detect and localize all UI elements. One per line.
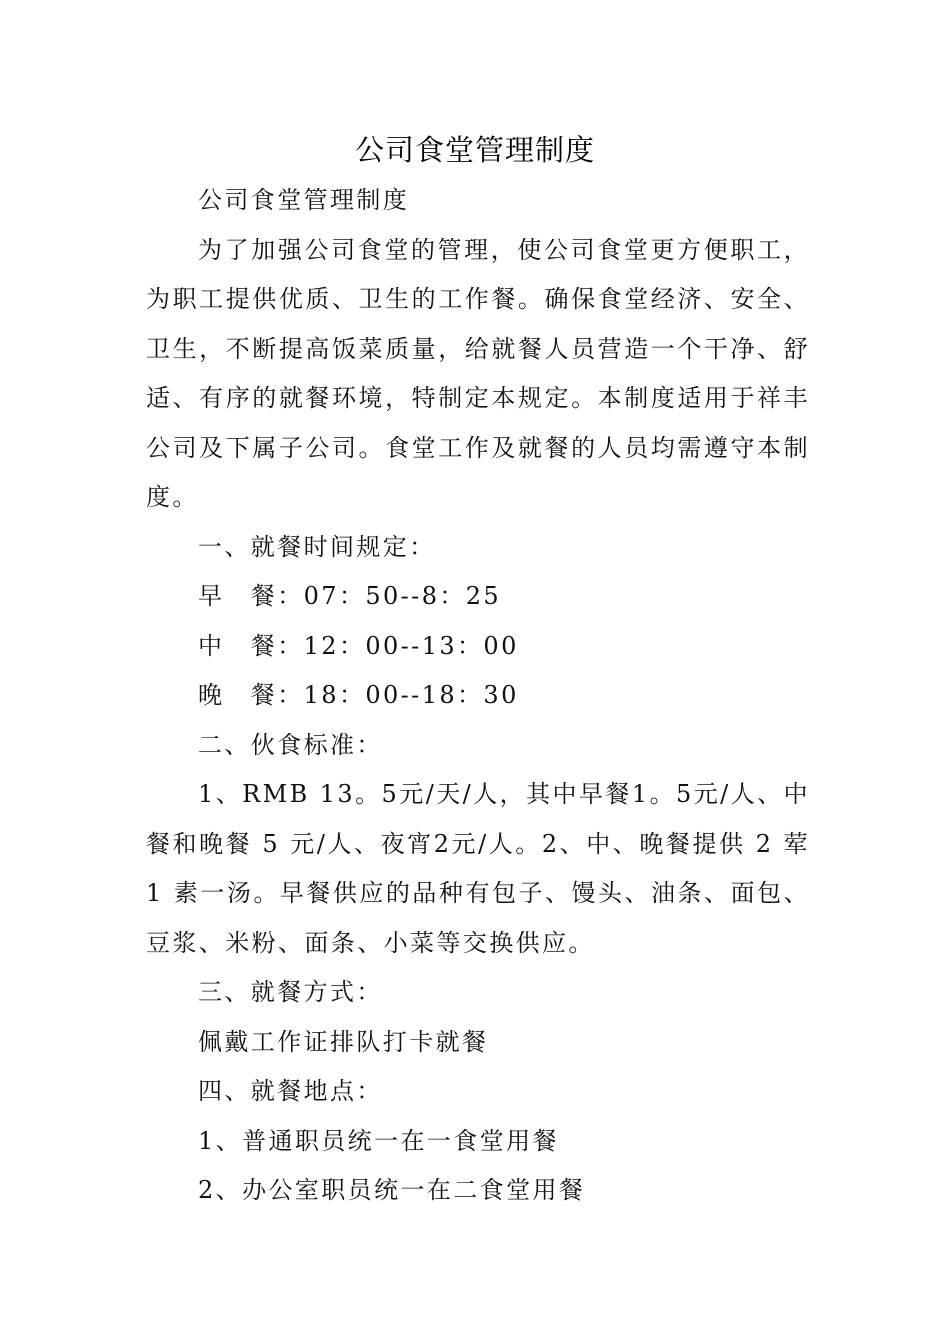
intro-paragraph: 为了加强公司食堂的管理，使公司食堂更方便职工，为职工提供优质、卫生的工作餐。确保食堂经济、安全、卫生，不断提高饭菜质量，给就餐人员营造一个干净、舒适、有序的就餐环境，特制定本规定。本制度适用于祥丰公司及下属子公司。食堂工作及就餐的人员均需遵守本制度。	[146, 235, 810, 511]
dining-method-paragraph: 佩戴工作证排队打卡就餐	[198, 1027, 489, 1056]
breakfast-time: 早 餐：07：50--8：25	[198, 582, 502, 610]
lunch-time: 中 餐：12：00--13：00	[198, 631, 519, 660]
section-heading-meal-time: 一、就餐时间规定：	[198, 532, 436, 561]
location-item-1: 1、普通职员统一在一食堂用餐	[198, 1126, 559, 1155]
location-item-2: 2、办公室职员统一在二食堂用餐	[198, 1176, 586, 1204]
meal-standard-paragraph: 1、RMB 13。5元/天/人，其中早餐1。5元/人、中餐和晚餐 5 元/人、夜宵2元/人。2、中、晚餐提供 2 荤 1 素一汤。早餐供应的品种有包子、馒头、油条、面包、豆浆、米粉、面条、小菜等交换供应。	[146, 780, 810, 957]
subtitle-paragraph: 公司食堂管理制度	[198, 186, 410, 214]
section-heading-dining-location: 四、就餐地点：	[198, 1077, 383, 1105]
section-heading-meal-standard: 二、伙食标准：	[198, 730, 383, 759]
section-heading-dining-method: 三、就餐方式：	[198, 978, 383, 1006]
document-title: 公司食堂管理制度	[354, 133, 595, 167]
dinner-time: 晚 餐：18：00--18：30	[198, 681, 519, 709]
document-body	[146, 176, 810, 1216]
